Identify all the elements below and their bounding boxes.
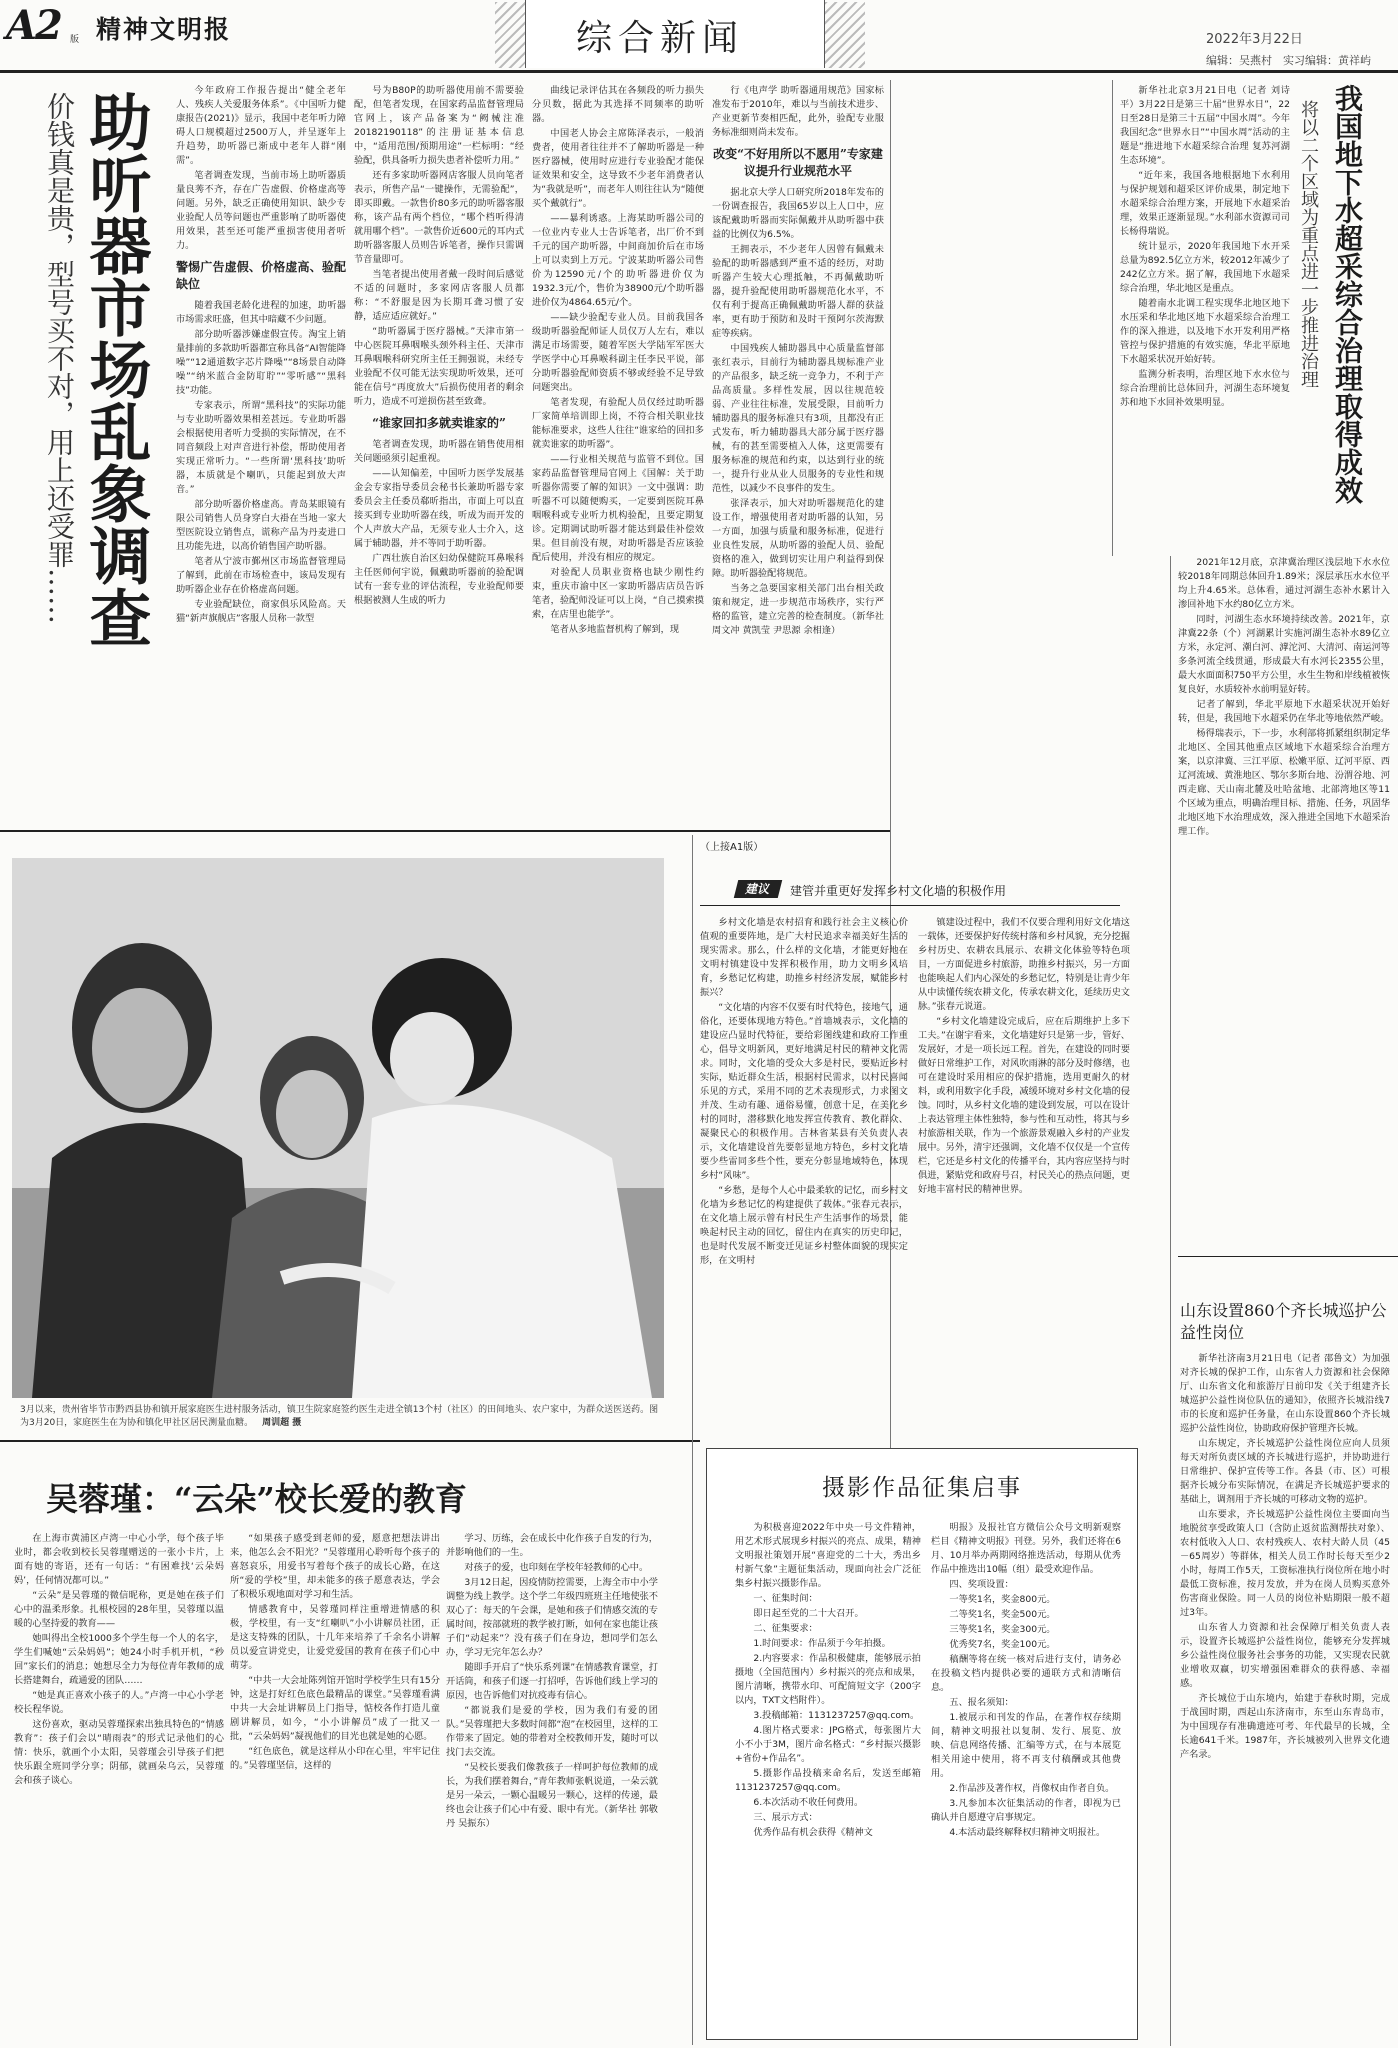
article-column <box>1180 1352 1390 2042</box>
paragraph: 笔者调查发现，助听器在销售使用相关问题亟须引起重视。 <box>354 439 524 464</box>
paragraph: 即日起至党的二十大召开。 <box>753 1608 864 1619</box>
paragraph: 笔者发现，有验配人员仅经过助听器厂家简单培训即上岗，不符合相关职业技能标准要求，这些人往往“谁家给的回扣多就卖谁家的助听器”。 <box>532 397 704 450</box>
masthead-stripes-left <box>495 2 525 68</box>
paragraph: 据北京大学人口研究所2018年发布的一份调查报告，我国65岁以上人口中，应该配戴助听器而实际佩戴并从助听器中获益的比例仅为6.5%。 <box>712 187 884 240</box>
paragraph: 当务之急要国家相关部门出台相关政策和规定，进一步规范市场秩序，实行严格的监管，建立完善的检查制度。（新华社 周文冲 黄凯莹 尹思源 余相逢） <box>712 583 884 636</box>
paragraph: 对孩子的爱，也印刻在学校年轻教师的心中。 <box>464 1562 649 1573</box>
column-divider <box>1112 80 1113 556</box>
paragraph: “如果孩子感受到老师的爱，愿意把想法讲出来，他怎么会不阳光？”吴蓉瑾用心聆听每个孩子的喜怒哀乐，用爱书写着每个孩子的成长心路，在这所“爱的学校”里，却未能多的孩子愿意表达，学会了积极乐观地面对学习和生活。 <box>230 1533 440 1600</box>
notice-title: 摄影作品征集启事 <box>822 1475 1022 1501</box>
paragraph: ——认知偏差，中国听力医学发展基金会专家指导委员会秘书长兼助听器专家委员会主任委员郗昕指出，市面上可以直接买到专业助听器在线，听成为而开发的个人声放大产品，无须专业人士介入，这属于辅助器，并不等同于助听器。 <box>354 468 524 549</box>
paragraph: 5.摄影作品投稿来命名后，发送至邮箱1131237257@qq.com。 <box>735 1768 921 1793</box>
paragraph: 学习、历练，会在成长中化作孩子自发的行为，并影响他们的一生。 <box>446 1533 658 1558</box>
article-column-2 <box>354 84 524 824</box>
section-subhead: 改变“不好用所以不愿用”专家建议提升行业规范水平 <box>713 147 883 178</box>
paragraph: 新华社济南3月21日电（记者 邵鲁文）为加强对齐长城的保护工作，山东省人力资源和社会保障厅、山东省文化和旅游厅日前印发《关于组建齐长城巡护公益性岗位队伍的通知》，依照齐长城沿线7市的长度和巡护任务量，在山东设置860个齐长城巡护公益性岗位，协助政府保护管理齐长城。 <box>1180 1353 1390 1434</box>
article-column-1 <box>14 1532 224 2042</box>
article-headline: 山东设置860个齐长城巡护公益性岗位 <box>1180 1301 1387 1342</box>
paragraph: 三、展示方式： <box>753 1812 818 1823</box>
paragraph: 杨得瑞表示，下一步，水利部将抓紧组织制定华北地区、全国其他重点区域地下水超采综合治理方案，以京津冀、三江平原、松嫩平原、辽河平原、西辽河流域、黄淮地区、鄂尔多斯台地、汾渭谷地、河西走廊、天山南北麓及吐哈盆地、北部湾地区等11个区域为重点，明确治理目标、措施、任务，巩固华北地区地下水治理成效，深入推进全国地下水超采治理工作。 <box>1178 728 1390 837</box>
article-headline: 建管并重更好发挥乡村文化墙的积极作用 <box>790 884 1007 898</box>
paragraph: “红色底色，就是这样从小印在心里，牢牢记住的。”吴蓉瑾坚信，这样的 <box>230 1746 440 1771</box>
article-column-4 <box>712 84 884 824</box>
paragraph: 部分助听器价格虚高。青岛某眼镜有限公司销售人员身穿白大褂在当地一家大型医院设立销售点，谎称产品为丹麦进口且功能先进，以高价销售国产助听器。 <box>176 499 346 552</box>
paragraph: 二、征集要求： <box>753 1623 818 1634</box>
article-column-3 <box>532 84 704 824</box>
paragraph: 为积极喜迎2022年中央一号文件精神，用艺术形式展现乡村振兴的亮点、成果，精神文明报社策划开展“喜迎党的二十大，秀出乡村新气象”主题征集活动，现面向社会广泛征集乡村振兴摄影作品。 <box>735 1522 921 1589</box>
paragraph: 4.本活动最终解释权归精神文明报社。 <box>949 1827 1106 1838</box>
paragraph: “乡愁，是每个人心中最柔软的记忆，而乡村文化墙为乡愁记忆的构建提供了载体。”张春元表示，在文化墙上展示曾有村民生产生活事作的场景，能唤起村民主动的回忆，留住内在真实的历史印记，也是时代发展不断变迁见证乡村整体面貌的现实定形，在文明村 <box>700 1185 908 1266</box>
paragraph: 还有多家助听器网店客服人员向笔者表示，所售产品“一键操作，无需验配”，即买即戴。一款售价80多元的助听器客服称，该产品有两个档位，“哪个档听得清就用哪个档”。一款售价近600元的耳内式助听器客服人员则告诉笔者，操作只需调节音量即可。 <box>354 170 524 265</box>
paragraph: 3.凡参加本次征集活动的作者，即视为已确认并自愿遵守启事规定。 <box>931 1798 1121 1823</box>
paragraph: 当笔者提出使用者戴一段时间后感觉不适的问题时，多家网店客服人员都称：“不舒服是因为长期耳聋习惯了安静，适应适应就好。” <box>354 269 524 322</box>
section-title-box <box>525 0 825 68</box>
paragraph: 在上海市黄浦区卢湾一中心小学，每个孩子毕业时，都会收到校长吴蓉瑾赠送的一张小卡片，上面有她的寄语，还有一句话：“有困难找‘云朵妈妈’，任何情况都可以。” <box>14 1533 224 1586</box>
paragraph: 专业验配缺位，商家俱乐风险高。天猫“新声旗舰店”客服人员称一款型 <box>176 599 346 624</box>
section-title: 综合新闻 <box>576 18 745 59</box>
paragraph: 三等奖1名，奖金300元。 <box>949 1624 1056 1635</box>
photo-contest-notice <box>706 1448 1138 2040</box>
column-divider <box>692 835 693 2045</box>
paragraph: 明报》及报社官方微信公众号文明新观察栏目《精神文明报》刊登。另外，我们还将在6月、10月举办两期网络推选活动，每期从优秀作品中推选出10幅（组）最受欢迎作品。 <box>931 1522 1121 1575</box>
paragraph: “中共一大会址陈列馆开馆时学校学生只有15分钟，这是打好红色底色最精品的课堂。”吴蓉瑾看满中共一大会址讲解员上门指导，惦校各作打造儿童剧讲解员，如今，“小小讲解员”成了一批又一批，“云朵妈妈”凝视他们的目光也就是她的心愿。 <box>230 1675 440 1742</box>
newspaper-brand: 精神文明报 <box>96 15 232 44</box>
paragraph: “近年来，我国各地根据地下水利用与保护规划和超采区评价成果，制定地下水超采综合治理方案，开展地下水超采治理，效果正逐渐显现。”水利部水资源司司长杨得瑞说。 <box>1120 170 1290 237</box>
article-subheadline: 价钱真是贵，型号买不对，用上还受罪…… <box>43 92 76 624</box>
masthead-stripes-right <box>825 2 865 68</box>
article-subheadline: 将以二个区域为重点进一步推进治理 <box>1298 100 1319 388</box>
paragraph: 统计显示，2020年我国地下水开采总量为892.5亿立方米，较2012年减少了242亿立方米。据了解，我国地下水超采综合治理，华北地区是重点。 <box>1120 241 1290 294</box>
column-divider <box>1170 556 1171 2046</box>
paragraph: 镇建设过程中，我们不仅要合理利用好文化墙这一载体，还要保护好传统村落和乡村风貌，充分挖掘乡村历史、农耕农具展示、农耕文化体验等特色项目，一方面促进乡村旅游，助推乡村振兴，另一方面也能唤起人们内心深处的乡愁记忆，特别是让青少年从中读懂传统农耕文化，传承农耕文化，延续历史文脉。”张春元说道。 <box>918 917 1130 1012</box>
paragraph: 齐长城位于山东境内，始建于春秋时期，完成于战国时期，西起山东济南市，东至山东青岛市，为中国现存有准确遗迹可考、年代最早的长城，全长逾641千米。1987年，齐长城被列入世界文化遗产名录。 <box>1180 1693 1390 1760</box>
caption-text: 3月以来，贵州省毕节市黔西县协和镇开展家庭医生进村服务活动，镇卫生院家庭签约医生走进全镇13个村（社区）的田间地头、农户家中，为群众送医送药。图为3月20日，家庭医生在为协和镇化甲社区居民测量血糖。 <box>20 1405 659 1428</box>
paragraph: 2.内容要求：作品积极健康，能够展示拍摄地（全国范围内）乡村振兴的亮点和成果，图片清晰，携带水印、可配简短文字（200字以内，TXT文档附件）。 <box>735 1653 921 1706</box>
article-column-1 <box>700 916 908 1436</box>
article-column-2 <box>230 1532 440 2042</box>
paragraph: ——行业相关规范与监管不到位。国家药品监督管理局官网上《国解：关于助听器你需要了解的知识》一文中强调：助听器不可以随便购买，一定要到医院耳鼻咽喉科或专业听力机构验配，且要定期复诊。定期调试助听器才能达到最佳补偿效果。但目前没有规，对助听器是否应该验配后使用，并没有相应的规定。 <box>532 454 704 563</box>
paragraph: 2.作品涉及著作权，肖像权由作者自负。 <box>949 1783 1115 1794</box>
article-headline: 吴蓉瑾：“云朵”校长爱的教育 <box>46 1480 467 1518</box>
paragraph: 1.被展示和刊发的作品，在著作权存续期间，精神文明报社以复制、发行、展览、放映、信息网络传播、汇编等方式，在与本展览相关用途中使用，将不再支付稿酬或其他费用。 <box>931 1712 1121 1779</box>
paragraph: 新华社北京3月21日电（记者 刘诗平）3月22日是第三十届“世界水日”，22日至28日是第三十五届“中国水周”。今年我国纪念“世界水日”“中国水周”活动的主题是“推进地下水超采综合治理 复苏河湖生态环境”。 <box>1120 85 1290 166</box>
paragraph: 3.投稿邮箱：1131237257@qq.com。 <box>753 1710 920 1721</box>
paragraph: 广西壮族自治区妇幼保健院耳鼻喉科主任医师何宇说，佩戴助听器前的验配调试有一套专业的评估流程，专业验配师要根据被测人生成的听力 <box>354 553 524 606</box>
paragraph: 随着我国老龄化进程的加速，助听器市场需求旺盛，但其中暗藏不少问题。 <box>176 300 346 325</box>
article-column-top <box>1120 84 1290 554</box>
paragraph: 中国老人协会主席陈泽表示，一般消费者，使用者往往并不了解助听器是一种医疗器械，使用时应进行专业验配才能保证效果和安全，这导致不少老年消费者认为“我就是听”，而老年人则往往认为“随便买个戴就行”。 <box>532 128 704 209</box>
paragraph: 今年政府工作报告提出“健全老年人、残疾人关爱服务体系”。《中国听力健康报告(2021)》显示，我国中老年听力障碍人口规模超过2500万人，并呈逐年上升趋势，助听器已渐成中老年人群“刚需”。 <box>176 85 346 166</box>
paragraph: 随着南水北调工程实现华北地区地下水压采和华北地区地下水超采综合治理工作的深入推进，以及地下水开发利用严格管控与保护措施的有效实施，华北平原地下水超采状况开始好转。 <box>1120 298 1290 365</box>
paragraph: 一、征集时间： <box>753 1593 818 1604</box>
headline-rule <box>700 905 1120 906</box>
paragraph: 6.本次活动不收任何费用。 <box>753 1797 864 1808</box>
article-column-2 <box>918 916 1130 1436</box>
paragraph: 1.时间要求：作品须于今年拍摄。 <box>753 1638 891 1649</box>
page-number: A2 <box>6 2 61 49</box>
paragraph: 张泽表示，加大对助听器规范化的建设工作，增强使用者对助听器的认知，另一方面，加强与质量和服务标准，促进行业良性发展，从助听器的验配人员、验配资格的准入，做到切实让用户利益得到保障。助听器验配将规范。 <box>712 498 884 579</box>
paragraph: 随即手开启了“快乐系列课”在情感教育课堂，打开话筒，和孩子们逐一打招呼，告诉他们线上学习的原因，也告诉他们对抗疫毒有信心。 <box>446 1662 658 1701</box>
paragraph: 记者了解到，华北平原地下水超采状况开始好转，但是，我国地下水超采仍在华北等地依然严峻。 <box>1178 699 1390 724</box>
paragraph: 曲线记录评估其在各频段的听力损失分贝数，据此为其选择不同频率的助听器。 <box>532 85 704 124</box>
paragraph: “助听器属于医疗器械。”天津市第一中心医院耳鼻咽喉头颈外科主任、天津市耳鼻咽喉科研究所主任王拥强说，未经专业验配不仅可能无法实现助听效果，还可能在信号“再度放大”后损伤使用者的剩余听力，造成不可逆损伤甚至致聋。 <box>354 326 524 407</box>
section-rule <box>1178 1256 1398 1257</box>
paragraph: 2021年12月底，京津冀治理区浅层地下水水位较2018年同期总体回升1.89米；深层承压水水位平均上升4.65米。总体看，通过河湖生态补水累计入渗回补地下水约80亿立方米。 <box>1178 557 1390 610</box>
photo-caption <box>20 1404 660 1430</box>
paragraph: 3月12日起，因疫情防控需要，上海全市中小学调整为线上教学。这个学二年级四班班主任地使张不双心了：每天的午会课，是她和孩子们情感交流的专属时间，按部就班的教学被打断，如何在家也能让孩子们“动起来”？没有孩子们在身边，想同学们怎么办，学习无完年怎么办？ <box>446 1577 658 1658</box>
paragraph: 稿酬等将在统一核对后进行支付，请务必在投稿文档内提供必要的通联方式和清晰信息。 <box>931 1654 1121 1693</box>
paragraph: 山东要求，齐长城巡护公益性岗位主要面向当地脱贫享受政策人口（含防止返贫监测帮扶对象）、农村低收入人口、农村残疾人、农村大龄人员（45－65周岁）等群体，相关人员工作时长每天至少2小时，每周工作5天，工资标准执行岗位所在地小时最低工资标准，按月发放，并为在岗人员购买意外伤害商业保险。同一人员的岗位补贴期限一般不超过3年。 <box>1180 1509 1390 1618</box>
paragraph: 对验配人员职业资格也缺少刚性约束，重庆市渝中区一家助听器店店员告诉笔者，验配师没证可以上岗，“自己摸索摸索，在店里也能学”。 <box>532 567 704 620</box>
paragraph: 行《电声学 助听器通用规范》国家标准发布于2010年，难以与当前技术进步、产业更新节奏相匹配，此外，验配专业服务标准细则尚未发布。 <box>712 85 884 138</box>
paragraph: 部分助听器涉嫌虚假宣传。淘宝上销量排前的多款助听器都宣称具备“AI智能降噪”“12通道数字芯片降噪”“8场景自动降噪”“纳米蓝合金防耵聍”“零听感”“黑科技”功能。 <box>176 329 346 396</box>
section-rule <box>0 830 890 832</box>
paragraph: “文化墙的内容不仅要有时代特色，接地气，通俗化，还要体现地方特色。”首墙城表示，文化墙的建设应凸显时代特征，要给彩图线建和政府工作重心，倡导文明新风，更好地满足村民的精神文化需求。同时，文化墙的受众大多是村民，要贴近乡村实际，贴近群众生活，根据村民需求，以村民喜闻乐见的方式，采用不同的艺术表现形式，力求图文并茂、生动有趣、通俗易懂，创意十足，在美化乡村的同时，潜移默化地发挥宣传教育、教化群众、凝聚民心的积极作用。吉林省某县有关负责人表示，文化墙建设首先要彰显地方特色，乡村文化墙要少些雷同多些个性，要充分彰显地域特色，体现乡村“风味”。 <box>700 1002 908 1181</box>
paragraph: 同时，河湖生态水环境持续改善。2021年，京津冀22条（个）河湖累计实施河湖生态补水89亿立方米，永定河、潮白河、滹沱河、大清河、南运河等多条河流全线贯通，形成最大有水河长2355公里，最大水面面积750平方公里，水生生物和岸线植被恢复良好，水质较补水前明显好转。 <box>1178 614 1390 695</box>
paragraph: “她是真正喜欢小孩子的人。”卢湾一中心小学老校长程华说。 <box>14 1690 224 1715</box>
section-rule <box>0 1440 700 1442</box>
page-number-suffix: 版 <box>70 35 80 45</box>
photo-credit: 周训超 摄 <box>262 1418 302 1428</box>
article-headline: 助听器市场乱象调查 <box>79 90 152 648</box>
paragraph: “吴校长要我们像教孩子一样呵护每位教师的成长，为我们摆着舞台，”青年教师张帆说道，一朵云就是另一朵云，一颗心温暖另一颗心，这样的传递，最终也会让孩子们心中有爱、眼中有光。（新华社 郭敬丹 吴振东） <box>446 1762 658 1829</box>
paragraph: 专家表示，所谓“黑科技”的实际功能与专业助听器效果相差甚远。专业助听器会根据使用者听力受损的实际情况，在不同音频段上对声音进行补偿，帮助使用者实现正常听力。“一些所谓‘黑科技’助听器，本质就是个喇叭，只能起到放大声音。” <box>176 400 346 495</box>
paragraph: 四、奖项设置： <box>949 1579 1014 1590</box>
notice-column-1 <box>735 1521 921 2031</box>
paragraph: 山东省人力资源和社会保障厅相关负责人表示，设置齐长城巡护公益性岗位，能够充分发挥城乡公益性岗位服务社会事务的功能，又实现农民就业增收双赢，切实增强困难群众的获得感、幸福感。 <box>1180 1622 1390 1689</box>
paragraph: ——暴利诱惑。上海某助听器公司的一位业内专业人士告诉笔者，出厂价不到千元的国产助听器，中间商加价后在市场上可以卖到上万元。宁波某助听器公司售价为12590元/个的助听器进价仅为1932.3元/个，售价为38900元/个助听器进价仅为4864.65元/个。 <box>532 213 704 308</box>
section-subhead: “谁家回扣多就卖谁家的” <box>372 416 506 430</box>
paragraph: 4.图片格式要求：JPG格式，每张图片大小不小于3M，图片命名格式：“乡村振兴摄影+省份+作品名”。 <box>735 1725 921 1764</box>
news-photo <box>12 858 664 1398</box>
paragraph: 笔者从多地监督机构了解到，现 <box>550 624 680 635</box>
paragraph: 王拥表示，不少老年人因曾有佩戴未验配的助听器感到严重不适的经历，对助听器产生较大心理抵触，不再佩戴助听器，提升验配使用助听器规范化水平，不仅有利于提高正确佩戴助听器人群的获益率，更有助于预防和及时干预阿尔茨海默症等疾病。 <box>712 244 884 339</box>
paragraph: 笔者调查发现，当前市场上助听器质量良莠不齐，存在广告虚假、价格虚高等问题。另外，缺乏正确使用知识、缺少专业验配人员等问题也严重影响了助听器使用效果，甚至还可能严重损害使用者听力。 <box>176 170 346 251</box>
section-subhead: 警惕广告虚假、价格虚高、验配缺位 <box>176 260 346 291</box>
editor-credit: 编辑：吴燕村 实习编辑：黄祥屿 <box>1206 54 1371 67</box>
continued-note: （上接A1版） <box>700 842 764 853</box>
paragraph: 中国残疾人辅助器具中心质量监督部张红表示，目前行为辅助器具规标准产业的产品很多，缺乏统一竞争力，不利于产品高质量。多样性发展，因以往规范较弱、产业往往标准，发展受限，目前听力辅助器具的服务标准只有3项，且都没有正式发布，听力辅助器具大部分属于医疗器械，有的甚至需要植入人体，这更需要有服务标准的规范和约束，以达到行业的统一，提升行业从业人员服务的专业性和规范性，以减少不良事件的发生。 <box>712 343 884 494</box>
paragraph: 五、报名须知： <box>949 1697 1014 1708</box>
tag-badge: 建议 <box>734 880 782 898</box>
issue-date: 2022年3月22日 <box>1206 32 1303 47</box>
paragraph: 她叫得出全校1000多个学生每一个人的名字，学生们喊她“云朵妈妈”；她24小时手机开机，“秒回”家长们的消息；她想尽全力为每位青年教师的成长搭建舞台，疏通爱的团队…… <box>14 1633 224 1686</box>
paragraph: 这份喜欢，驱动吴蓉瑾探索出独具特色的“情感教育”：孩子们会以“晴雨表”的形式记录他们的心情：快乐，就画个小太阳，吴蓉瑾会引导孩子们把快乐跟全班同学分享；阴郁，就画朵乌云，吴蓉瑾会和孩子谈心。 <box>14 1719 224 1786</box>
article-column-bottom <box>1178 556 1390 1208</box>
paragraph: “乡村文化墙建设完成后，应在后期维护上多下工夫。”在谢宇看来，文化墙建好只是第一步，管好、发展好，才是一项长远工程。首先，在建设的同时要做好日常维护工作，对风吹雨淋的部分及时修缮，也可在建设时采用相应的保护措施，选用更耐久的材料，或利用数字化手段，减缓环境对乡村文化墙的侵蚀。同时，从乡村文化墙的建设到发展，可以在设计上表达管理主体性独特，参与性和互动性，将其与乡村旅游相关联，作为一个旅游景观融入乡村的产业发展中。另外，清宇还强调，文化墙不仅仅是一个宣传栏，它还是乡村文化的传播平台，其内容应坚持与时俱进，紧贴党和政府号召，村民关心的热点问题，更好地丰富村民的精神世界。 <box>918 1016 1130 1195</box>
paragraph: 笔者从宁波市鄞州区市场监督管理局了解到，此前在市场检查中，该局发现有助听器企业存在价格虚高问题。 <box>176 556 346 595</box>
paragraph: “云朵”是吴蓉瑾的微信昵称，更是她在孩子们心中的温柔形象。扎根校园的28年里，吴蓉瑾以温暖的心坚持爱的教育—— <box>14 1590 224 1629</box>
article-column-1 <box>176 84 346 824</box>
paragraph: 监测分析表明，治理区地下水水位与综合治理前比总体回升，河湖生态环境复苏和地下水回补效果明显。 <box>1120 369 1290 408</box>
paragraph: 情感教育中，吴蓉瑾同样注重增进情感的积极，学校里，有一支“红喇叭”小小讲解员社团，正是这支特殊的团队，十几年来培养了千余名小讲解员以爱宣讲党史，让爱党爱国的教育在孩子们心中萌芽。 <box>230 1604 440 1671</box>
paragraph: “都说我们是爱的学校，因为我们有爱的团队。”吴蓉瑾把大多数时间都“泡”在校园里，这样的工作带来了固定。她的带着对全校教师开发，随时可以找门去交流。 <box>446 1705 658 1758</box>
paragraph: 优秀奖7名，奖金100元。 <box>949 1639 1056 1650</box>
paragraph: 乡村文化墙是农村招育和践行社会主义核心价值观的重要阵地，是广大村民追求幸福美好生活的现实需求。那么，什么样的文化墙，才能更好地在文明村镇建设中发挥积极作用，助力文明乡风培育，乡愁记忆构建，助推乡村经济发展，赋能乡村振兴？ <box>700 917 908 998</box>
paragraph: 山东规定，齐长城巡护公益性岗位应向人员须每天对所负责区域的齐长城进行巡护，并协助进行日常维护、保护宣传等工作。各县（市、区）可根据齐长城分布实际情况，在满足齐长城巡护要求的基础上，调剂用于齐长城的可移动文物的巡护。 <box>1180 1438 1390 1505</box>
photo-illustration <box>12 858 664 1398</box>
notice-column-2 <box>931 1521 1121 2031</box>
paragraph: 一等奖1名，奖金800元。 <box>949 1594 1056 1605</box>
paragraph: 号为B80P的助听器使用前不需要验配，但笔者发现，在国家药品监督管理局官网上，该产品备案为“阙械注准20182190118”的注册证基本信息中，“适用范围/预期用途”一栏标明：“经验配，供具备听力损失患者补偿听力用。” <box>354 85 524 166</box>
paragraph: 优秀作品有机会获得《精神文 <box>753 1827 873 1838</box>
paragraph: ——缺少验配专业人员。目前我国各级助听器验配师证人员仅万人左右，难以满足市场需要，随着军医大学陆军军医大学医学中心耳鼻喉科副主任李民平说，部分助听器验配师资质不够或经验不足导致问题突出。 <box>532 312 704 393</box>
article-column-3 <box>446 1532 658 2042</box>
masthead-rule <box>0 70 1398 73</box>
article-headline: 我国地下水超采综合治理取得成效 <box>1331 84 1364 504</box>
paragraph: 二等奖1名，奖金500元。 <box>949 1609 1056 1620</box>
